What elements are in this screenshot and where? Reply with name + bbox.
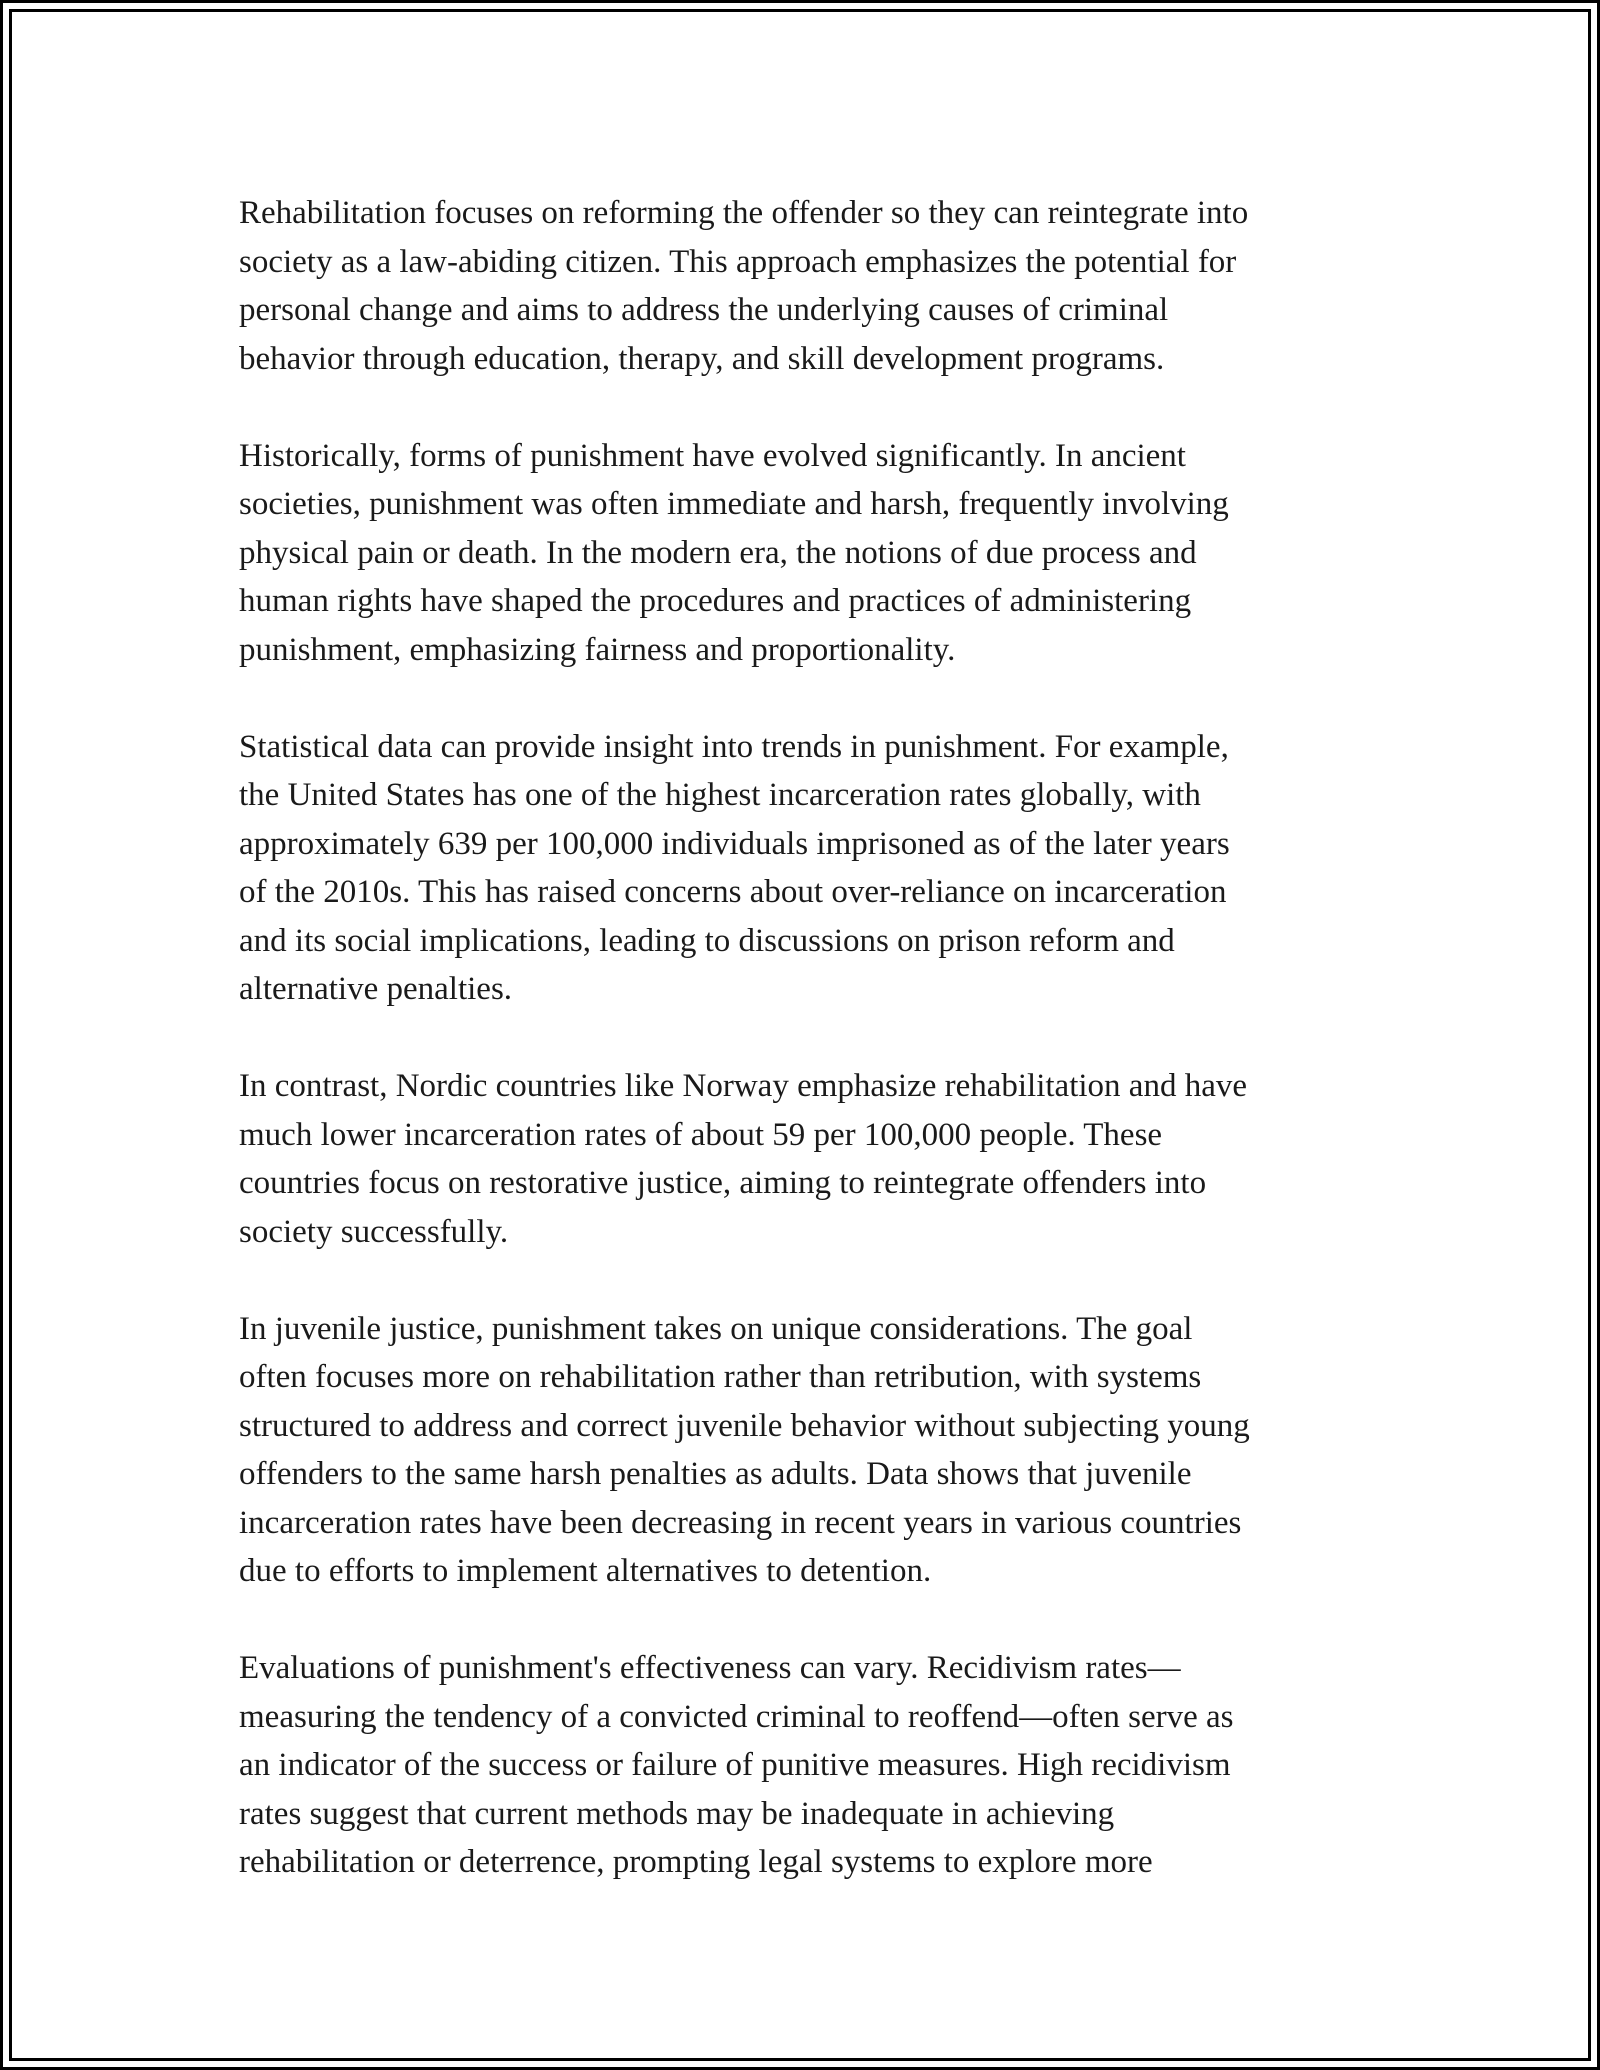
paragraph-line: punishment, emphasizing fairness and proportionality.: [239, 631, 956, 668]
paragraph-line: In contrast, Nordic countries like Norway emphasize rehabilitation and have: [239, 1068, 1247, 1104]
paragraph-line: societies, punishment was often immediate and harsh, frequently involving: [239, 486, 1229, 522]
paragraph-line: structured to address and correct juvenile behavior without subjecting young: [239, 1407, 1250, 1444]
paragraph-line: the United States has one of the highest incarceration rates globally, with: [239, 777, 1201, 813]
paragraph-juvenile: [239, 1305, 1379, 1596]
paragraph-line: incarceration rates have been decreasing in recent years in various countries: [239, 1504, 1242, 1541]
paragraph-line: alternative penalties.: [239, 971, 513, 1007]
paragraph-line: behavior through education, therapy, and skill development programs.: [239, 340, 1165, 377]
paragraph-line: Evaluations of punishment's effectiveness can vary. Recidivism rates—: [239, 1650, 1181, 1686]
paragraph-line: often focuses more on rehabilitation rather than retribution, with systems: [239, 1359, 1202, 1395]
paragraph-line: In juvenile justice, punishment takes on unique considerations. The goal: [239, 1310, 1193, 1347]
paragraph-line: rates suggest that current methods may be inadequate in achieving: [239, 1795, 1115, 1832]
paragraph-history: [239, 432, 1379, 675]
paragraph-line: measuring the tendency of a convicted criminal to reoffend—often serve as: [239, 1698, 1234, 1735]
paragraph-evaluations: [239, 1644, 1379, 1887]
paragraph-line: rehabilitation or deterrence, prompting legal systems to explore more: [239, 1844, 1153, 1880]
paragraph-line: society as a law-abiding citizen. This approach emphasizes the potential for: [239, 243, 1237, 280]
paragraph-rehabilitation: [239, 189, 1379, 383]
paragraph-line: society successfully.: [239, 1213, 509, 1250]
paragraph-line: offenders to the same harsh penalties as adults. Data shows that juvenile: [239, 1456, 1192, 1492]
paragraph-line: much lower incarceration rates of about 59 per 100,000 people. These: [239, 1116, 1163, 1153]
document-body: [239, 189, 1379, 1887]
paragraph-line: of the 2010s. This has raised concerns about over-reliance on incarceration: [239, 874, 1227, 910]
paragraph-nordic: [239, 1062, 1379, 1256]
paragraph-line: personal change and aims to address the underlying causes of criminal: [239, 292, 1169, 328]
paragraph-line: physical pain or death. In the modern era, the notions of due process and: [239, 534, 1197, 571]
paragraph-line: human rights have shaped the procedures and practices of administering: [239, 583, 1192, 619]
paragraph-line: an indicator of the success or failure of punitive measures. High recidivism: [239, 1747, 1231, 1783]
paragraph-line: Rehabilitation focuses on reforming the offender so they can reintegrate into: [239, 195, 1249, 231]
paragraph-line: due to efforts to implement alternatives to detention.: [239, 1553, 932, 1589]
paragraph-line: Historically, forms of punishment have evolved significantly. In ancient: [239, 437, 1186, 474]
paragraph-line: Statistical data can provide insight into trends in punishment. For example,: [239, 728, 1229, 765]
paragraph-line: and its social implications, leading to discussions on prison reform and: [239, 922, 1175, 959]
paragraph-line: countries focus on restorative justice, aiming to reintegrate offenders into: [239, 1165, 1207, 1201]
paragraph-line: approximately 639 per 100,000 individuals imprisoned as of the later years: [239, 825, 1230, 862]
paragraph-statistics: [239, 723, 1379, 1014]
